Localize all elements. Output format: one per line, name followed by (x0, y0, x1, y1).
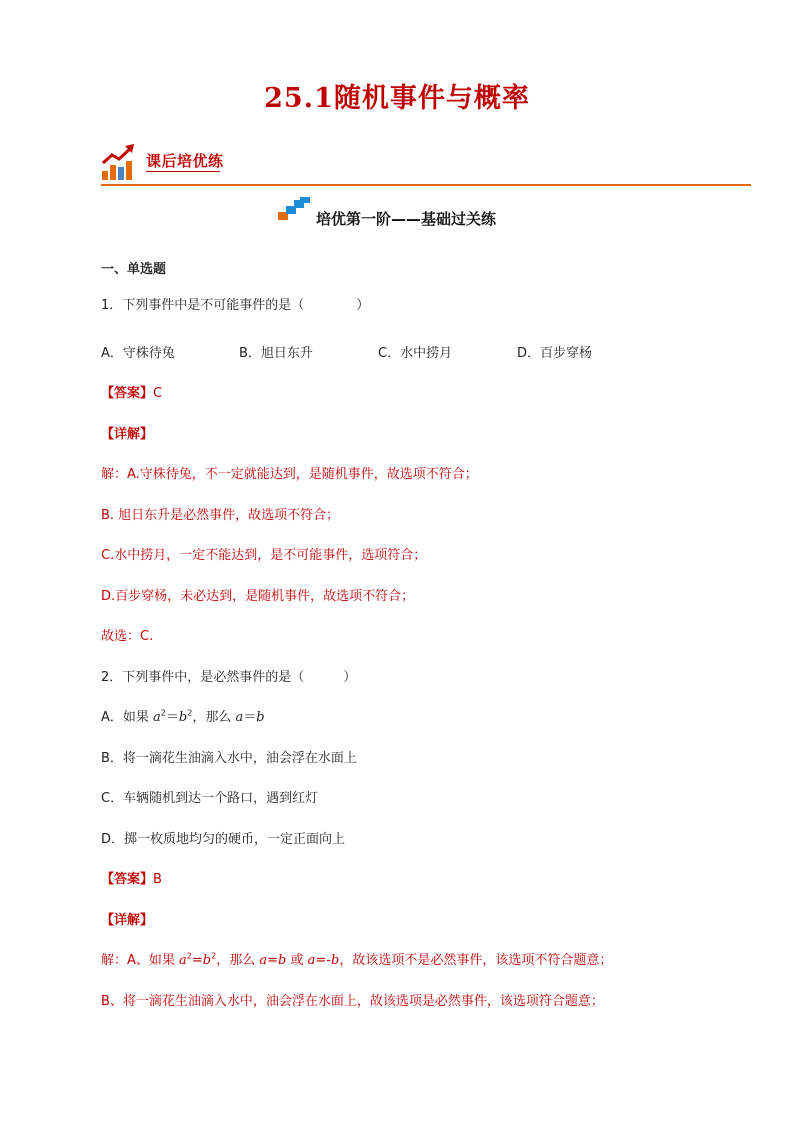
question-1-stem: 1．下列事件中是不可能事件的是（ ） (101, 298, 370, 313)
q1-detail-line: D.百步穿杨，未必达到，是随机事件，故选项不符合； (101, 589, 415, 604)
q2-detail-line: 解：A、如果 $a^2=b^2$，那么 a=b 或 a=-b，故该选项不是必然事件，该选项不符合题意； (101, 951, 613, 968)
banner-label: 课后培优练 (146, 152, 224, 170)
banner-underline (146, 171, 220, 172)
q1-option-c: C．水中捞月 (378, 346, 453, 361)
q1-option-a: A．守株待兔 (101, 346, 175, 361)
q1-option-d: D．百步穿杨 (517, 346, 593, 361)
page-title: 25.1随机事件与概率 (264, 83, 530, 114)
q2-option-c: C．车辆随机到达一个路口，遇到红灯 (101, 791, 319, 806)
q1-detail-line: 故选：C. (101, 629, 154, 644)
q2-answer: 【答案】B (101, 872, 162, 887)
q1-option-b: B．旭日东升 (239, 346, 313, 361)
q2-option-a: A．如果 $a^2=b^2$，那么 a＝b (101, 708, 265, 725)
section-title: 培优第一阶——基础过关练 (316, 210, 497, 228)
q1-detail-line: B. 旭日东升是必然事件，故选项不符合； (101, 508, 340, 523)
section-heading: 一、单选题 (101, 262, 167, 277)
banner-divider (101, 184, 751, 186)
q2-option-d: D．掷一枚质地均匀的硬币，一定正面向上 (101, 832, 346, 847)
q2-detail-line: B、将一滴花生油滴入水中，油会浮在水面上，故该选项是必然事件，该选项符合题意； (101, 994, 604, 1009)
stairs-icon (278, 197, 310, 221)
rising-chart-icon (101, 143, 137, 181)
q2-option-b: B．将一滴花生油滴入水中，油会浮在水面上 (101, 751, 357, 766)
q2-detail-label: 【详解】 (101, 913, 154, 928)
q1-detail-label: 【详解】 (101, 427, 154, 442)
q1-answer: 【答案】C (101, 386, 163, 401)
q1-detail-line: 解：A.守株待兔，不一定就能达到，是随机事件，故选项不符合； (101, 467, 478, 482)
q1-detail-line: C.水中捞月，一定不能达到，是不可能事件，选项符合； (101, 548, 427, 563)
question-2-stem: 2．下列事件中，是必然事件的是（ ） (101, 670, 357, 685)
